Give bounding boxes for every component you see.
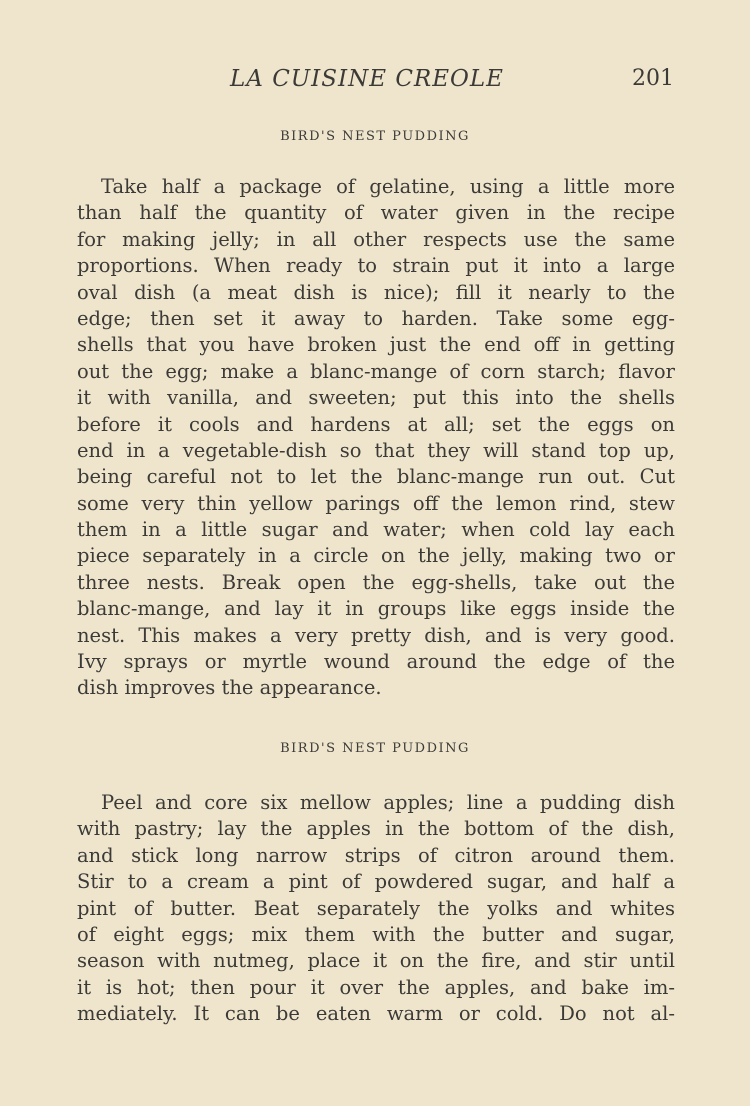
text-line: some very thin yellow parings off the lemon rind, stew <box>77 491 675 515</box>
text-line: mediately. It can be eaten warm or cold. Do not al- <box>77 1002 675 1026</box>
text-line: piece separately in a circle on the jelly, making two or <box>77 544 675 568</box>
text-line: Ivy sprays or myrtle wound around the edge of the <box>77 650 675 674</box>
text-line: them in a little sugar and water; when cold lay each <box>77 518 675 542</box>
text-line: edge; then set it away to harden. Take some egg- <box>77 306 675 330</box>
text-line: end in a vegetable-dish so that they will stand top up, <box>77 438 675 462</box>
text-line: and stick long narrow strips of citron around them. <box>77 843 675 867</box>
text-line: with pastry; lay the apples in the bottom of the dish, <box>77 817 675 841</box>
text-line: for making jelly; in all other respects use the same <box>77 227 675 251</box>
text-line: Stir to a cream a pint of powdered sugar, and half a <box>77 870 675 894</box>
text-line: season with nutmeg, place it on the fire, and stir until <box>77 949 675 973</box>
text-line: proportions. When ready to strain put it into a large <box>77 254 675 278</box>
text-line: nest. This makes a very pretty dish, and is very good. <box>77 623 675 647</box>
text-line: out the egg; make a blanc-mange of corn starch; flavor <box>77 359 675 383</box>
recipe-heading-2: BIRD'S NEST PUDDING <box>280 741 470 756</box>
text-line: oval dish (a meat dish is nice); fill it nearly to the <box>77 280 675 304</box>
text-line: pint of butter. Beat separately the yolks and whites <box>77 896 675 920</box>
recipe-paragraph-2 <box>77 790 675 1028</box>
text-line: it with vanilla, and sweeten; put this into the shells <box>77 386 675 410</box>
recipe-heading-1: BIRD'S NEST PUDDING <box>280 129 470 144</box>
text-line: shells that you have broken just the end off in getting <box>77 333 675 357</box>
text-line: before it cools and hardens at all; set the eggs on <box>77 412 675 436</box>
recipe-paragraph-1 <box>77 174 675 702</box>
text-line: blanc-mange, and lay it in groups like eggs inside the <box>77 597 675 621</box>
page-number: 201 <box>632 66 674 91</box>
text-line: dish improves the appearance. <box>77 676 382 700</box>
text-line: three nests. Break open the egg-shells, take out the <box>77 570 675 594</box>
text-line: Take half a package of gelatine, using a little more <box>101 175 675 198</box>
text-line: than half the quantity of water given in the recipe <box>77 201 675 225</box>
text-line: being careful not to let the blanc-mange run out. Cut <box>77 465 675 489</box>
running-head: LA CUISINE CREOLE <box>230 66 504 92</box>
text-line: of eight eggs; mix them with the butter and sugar, <box>77 922 675 946</box>
text-line: Peel and core six mellow apples; line a pudding dish <box>101 791 675 814</box>
text-line: it is hot; then pour it over the apples, and bake im- <box>77 975 675 999</box>
